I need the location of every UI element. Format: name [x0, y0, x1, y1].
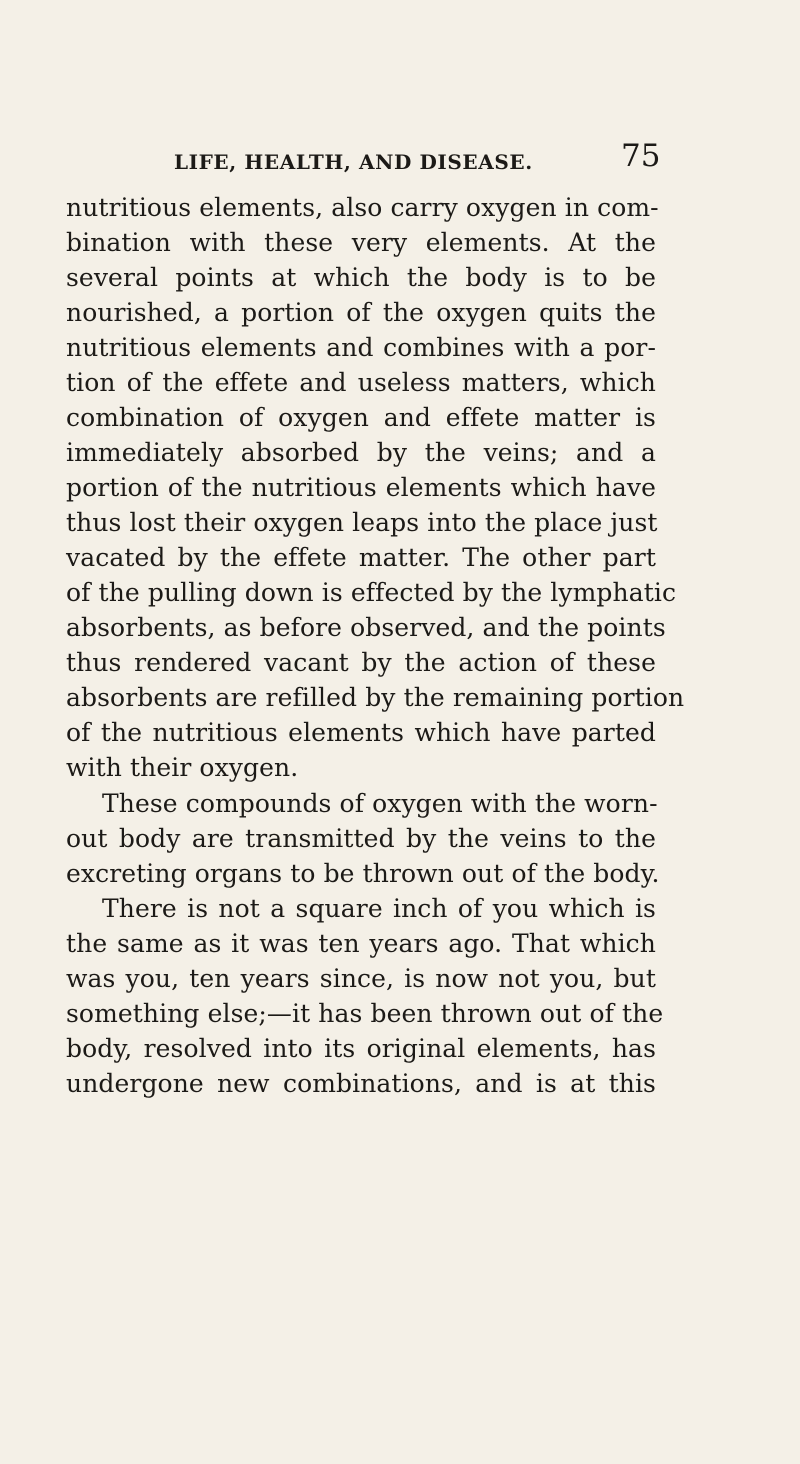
text-line: combination of oxygen and effete matter is [66, 403, 656, 432]
text-line: undergone new combinations, and is at this [66, 1069, 656, 1098]
text-line: something else;—it has been thrown out of the [66, 999, 664, 1028]
text-line: immediately absorbed by the veins; and a [66, 438, 656, 467]
text-line: out body are transmitted by the veins to the [66, 824, 656, 853]
running-title: LIFE, HEALTH, AND DISEASE. [174, 150, 533, 174]
text-line: with their oxygen. [66, 753, 299, 782]
text-line: thus rendered vacant by the action of these [66, 648, 656, 677]
text-line: bination with these very elements. At the [66, 228, 656, 257]
text-line: body, resolved into its original elements, has [66, 1034, 656, 1063]
text-line: nourished, a portion of the oxygen quits the [66, 298, 656, 327]
text-line: absorbents are refilled by the remaining portion [66, 683, 685, 712]
text-line: These compounds of oxygen with the worn- [102, 789, 658, 818]
text-line: nutritious elements and combines with a por- [66, 333, 656, 362]
text-line: nutritious elements, also carry oxygen in com- [66, 193, 659, 222]
text-line: of the pulling down is effected by the lymphatic [66, 578, 677, 607]
text-line: the same as it was ten years ago. That which [66, 929, 656, 958]
text-line: thus lost their oxygen leaps into the place just [66, 508, 658, 537]
text-line: excreting organs to be thrown out of the body. [66, 859, 660, 888]
text-line: of the nutritious elements which have parted [66, 718, 656, 747]
text-line: portion of the nutritious elements which have [66, 473, 656, 502]
text-line: There is not a square inch of you which is [102, 894, 656, 923]
running-head [174, 138, 661, 180]
text-line: vacated by the effete matter. The other part [66, 543, 656, 572]
text-line: absorbents, as before observed, and the points [66, 613, 666, 642]
text-line: tion of the effete and useless matters, which [66, 368, 656, 397]
page-number: 75 [621, 138, 661, 174]
text-line: several points at which the body is to be [66, 263, 656, 292]
text-line: was you, ten years since, is now not you, but [66, 964, 656, 993]
